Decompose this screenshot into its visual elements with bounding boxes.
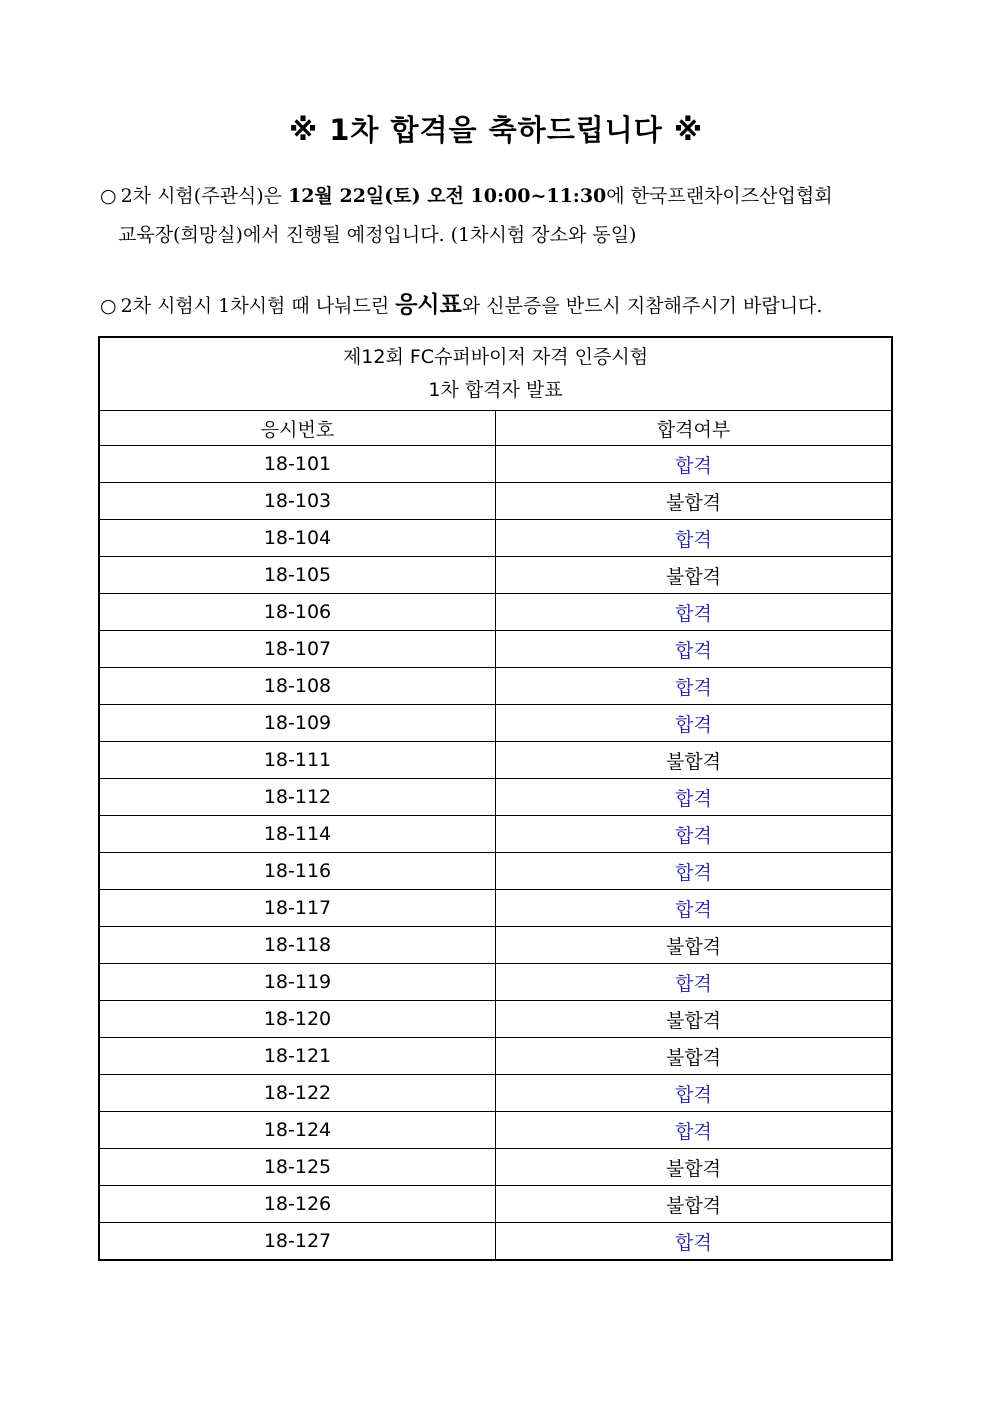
- result-status: 합격: [496, 1223, 893, 1261]
- result-status: 불합격: [496, 1149, 893, 1186]
- table-row: [99, 779, 892, 816]
- result-status: 합격: [496, 668, 893, 705]
- table-row: [99, 816, 892, 853]
- exam-date: 12월 22일(토) 오전 10:00~11:30: [288, 185, 607, 207]
- result-status: 합격: [496, 1075, 893, 1112]
- table-row: [99, 927, 892, 964]
- table-row: [99, 964, 892, 1001]
- table-heading: [99, 337, 892, 411]
- table-heading-title: 제12회 FC슈퍼바이저 자격 인증시험: [342, 346, 649, 368]
- applicant-number: 18-121: [99, 1038, 496, 1075]
- applicant-number: 18-108: [99, 668, 496, 705]
- result-status: 불합격: [496, 483, 893, 520]
- applicant-number: 18-101: [99, 446, 496, 483]
- applicant-number: 18-117: [99, 890, 496, 927]
- table-row: [99, 483, 892, 520]
- applicant-number: 18-126: [99, 1186, 496, 1223]
- table-row: [99, 1223, 892, 1261]
- table-row: [99, 1186, 892, 1223]
- applicant-number: 18-122: [99, 1075, 496, 1112]
- table-row: [99, 853, 892, 890]
- table-row: [99, 1075, 892, 1112]
- result-status: 합격: [496, 779, 893, 816]
- notice-line: [100, 177, 900, 216]
- table-row: [99, 1001, 892, 1038]
- result-status: 합격: [496, 964, 893, 1001]
- applicant-number: 18-103: [99, 483, 496, 520]
- results-table: [98, 336, 893, 1261]
- applicant-number: 18-107: [99, 631, 496, 668]
- page-title: ※ 1차 합격을 축하드립니다 ※: [288, 113, 704, 147]
- applicant-number: 18-106: [99, 594, 496, 631]
- table-row: [99, 594, 892, 631]
- table-row: [99, 668, 892, 705]
- applicant-number: 18-105: [99, 557, 496, 594]
- applicant-number: 18-125: [99, 1149, 496, 1186]
- applicant-number: 18-114: [99, 816, 496, 853]
- applicant-number: 18-111: [99, 742, 496, 779]
- notice-text: 2차 시험시 1차시험 때 나눠드린: [120, 295, 396, 317]
- column-header-result: 합격여부: [496, 411, 893, 446]
- applicant-number: 18-127: [99, 1223, 496, 1261]
- results-body: [99, 446, 892, 1261]
- table-row: [99, 742, 892, 779]
- notice-text: 에 한국프랜차이즈산업협회: [606, 185, 833, 207]
- result-status: 합격: [496, 816, 893, 853]
- notice-text: 2차 시험(주관식)은: [120, 185, 289, 207]
- result-status: 합격: [496, 890, 893, 927]
- result-status: 합격: [496, 520, 893, 557]
- column-header-number: 응시번호: [99, 411, 496, 446]
- applicant-number: 18-116: [99, 853, 496, 890]
- table-row: [99, 557, 892, 594]
- result-status: 합격: [496, 1112, 893, 1149]
- applicant-number: 18-112: [99, 779, 496, 816]
- notice-text: 와 신분증을 반드시 지참해주시기 바랍니다.: [461, 295, 823, 317]
- bullet-icon: ○: [100, 295, 117, 317]
- exam-schedule-notice: [100, 177, 900, 255]
- result-status: 합격: [496, 853, 893, 890]
- admission-ticket-emphasis: 응시표: [395, 291, 462, 318]
- result-status: 불합격: [496, 557, 893, 594]
- id-reminder-notice: [100, 285, 900, 326]
- result-status: 불합격: [496, 1186, 893, 1223]
- result-status: 불합격: [496, 742, 893, 779]
- applicant-number: 18-118: [99, 927, 496, 964]
- result-status: 합격: [496, 446, 893, 483]
- applicant-number: 18-124: [99, 1112, 496, 1149]
- result-status: 합격: [496, 705, 893, 742]
- table-row: [99, 1038, 892, 1075]
- table-row: [99, 890, 892, 927]
- applicant-number: 18-120: [99, 1001, 496, 1038]
- table-row: [99, 1112, 892, 1149]
- applicant-number: 18-119: [99, 964, 496, 1001]
- result-status: 불합격: [496, 1001, 893, 1038]
- table-row: [99, 705, 892, 742]
- result-status: 합격: [496, 631, 893, 668]
- bullet-icon: ○: [100, 185, 117, 207]
- table-row: [99, 446, 892, 483]
- result-status: 불합격: [496, 927, 893, 964]
- table-row: [99, 1149, 892, 1186]
- applicant-number: 18-109: [99, 705, 496, 742]
- table-row: [99, 631, 892, 668]
- result-status: 불합격: [496, 1038, 893, 1075]
- table-row: [99, 520, 892, 557]
- table-heading-subtitle: 1차 합격자 발표: [428, 379, 563, 401]
- applicant-number: 18-104: [99, 520, 496, 557]
- result-status: 합격: [496, 594, 893, 631]
- notice-text: 교육장(희망실)에서 진행될 예정입니다. (1차시험 장소와 동일): [118, 224, 637, 246]
